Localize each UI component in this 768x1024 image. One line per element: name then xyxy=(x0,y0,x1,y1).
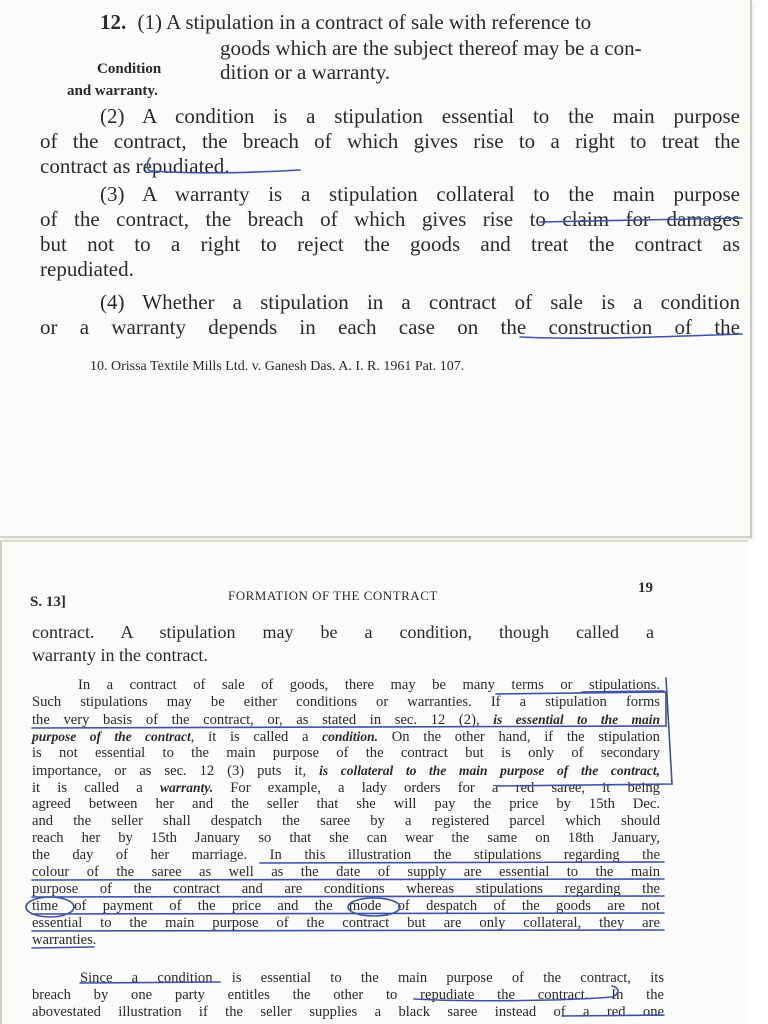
continuation-line-1: contract. A stipulation may be a condition, though called a xyxy=(32,622,654,642)
section-reference: S. 13] xyxy=(30,594,66,610)
margin-note-and-warranty: and warranty. xyxy=(67,83,158,99)
para1-line-7 xyxy=(32,779,660,796)
para1-line-10: reach her by 15th January so that she can wear the same on 18th January, xyxy=(32,830,660,846)
para1-line-16: warranties. xyxy=(32,932,97,948)
subsection-1-line-2: goods which are the subject thereof may be a con- xyxy=(220,36,642,60)
section-number: 12. xyxy=(100,10,127,34)
page-19 xyxy=(0,540,748,1024)
subsection-1-line-3: dition or a warranty. xyxy=(220,60,391,84)
para2-line-1: Since a condition is essential to the main purpose of the contract, its xyxy=(80,970,664,986)
para1-line-4-emphasis-2: condition. xyxy=(322,729,379,744)
subsection-2-line-2: of the contract, the breach of which gives rise to a right to treat the xyxy=(40,129,740,153)
para1-line-3-emphasis: is essential to the main xyxy=(493,712,660,727)
para1-line-7-emphasis: warranty. xyxy=(159,780,214,795)
para1-line-9: and the seller shall despatch the saree by a registered parcel which should xyxy=(32,813,660,829)
margin-note-condition: Condition xyxy=(97,61,162,77)
para1-line-14: time of payment of the price and the mode of despatch of the goods are not xyxy=(32,898,660,914)
para1-line-12: colour of the saree as well as the date of supply are essential to the main xyxy=(32,864,660,880)
para1-line-6-text: importance, or as sec. 12 (3) puts it, xyxy=(32,763,320,779)
running-head: FORMATION OF THE CONTRACT xyxy=(228,588,438,603)
para1-line-2: Such stipulations may be either conditions or warranties. If a stipulation forms xyxy=(32,694,660,710)
para1-line-4-text-2: On the other hand, if the stipulation xyxy=(378,729,660,745)
para1-line-7-text-2: For example, a lady orders for a red saree, it being xyxy=(213,780,660,796)
page-number: 19 xyxy=(638,580,653,596)
para1-line-6-emphasis: is collateral to the main purpose of the contract, xyxy=(319,763,660,778)
para2-line-2: breach by one party entitles the other to repudiate the contract. In the xyxy=(32,987,664,1003)
subsection-3-line-4: repudiated. xyxy=(40,257,134,281)
subsection-4-line-2: or a warranty depends in each case on the construction of the xyxy=(40,315,740,339)
subsection-1-lead: (1) A stipulation in a contract of sale with reference to xyxy=(137,10,592,34)
subsection-3-line-1: (3) A warranty is a stipulation collateral to the main purpose xyxy=(100,182,740,206)
para1-line-8: agreed between her and the seller that she will pay the price by 15th Dec. xyxy=(32,796,660,812)
continuation-line-2: warranty in the contract. xyxy=(32,645,208,665)
para1-line-4-emphasis: purpose of the contract xyxy=(32,729,191,744)
subsection-1-line-1 xyxy=(100,10,591,34)
subsection-3-line-2: of the contract, the breach of which gives rise to claim for damages xyxy=(40,207,740,231)
para1-line-4-text: , it is called a xyxy=(190,729,323,745)
subsection-2-line-3: contract as repudiated. xyxy=(40,154,230,178)
para1-line-5: is not essential to the main purpose of the contract but is only of secondary xyxy=(32,745,660,761)
para1-line-4 xyxy=(32,728,660,745)
para1-line-6 xyxy=(32,762,660,779)
para1-line-7-text: it is called a xyxy=(32,780,160,796)
subsection-2-line-1: (2) A condition is a stipulation essential to the main purpose xyxy=(100,104,740,128)
subsection-4-line-1: (4) Whether a stipulation in a contract of sale is a condition xyxy=(100,290,740,314)
para1-line-3-text: the very basis of the contract, or, as stated in sec. 12 (2), xyxy=(32,712,494,728)
para1-line-13: purpose of the contract and are conditions whereas stipulations regarding the xyxy=(32,881,660,897)
footnote: 10. Orissa Textile Mills Ltd. v. Ganesh Das. A. I. R. 1961 Pat. 107. xyxy=(90,359,465,374)
para1-line-15: essential to the main purpose of the contract but are only collateral, they are xyxy=(32,915,660,931)
para1-line-1: In a contract of sale of goods, there may be many terms or stipulations. xyxy=(78,677,660,693)
para2-line-3: abovestated illustration if the seller supplies a black saree instead of a red one xyxy=(32,1004,664,1020)
para1-line-3 xyxy=(32,711,660,728)
subsection-3-line-3: but not to a right to reject the goods and treat the contract as xyxy=(40,232,740,256)
para1-line-11: the day of her marriage. In this illustration the stipulations regarding the xyxy=(32,847,660,863)
